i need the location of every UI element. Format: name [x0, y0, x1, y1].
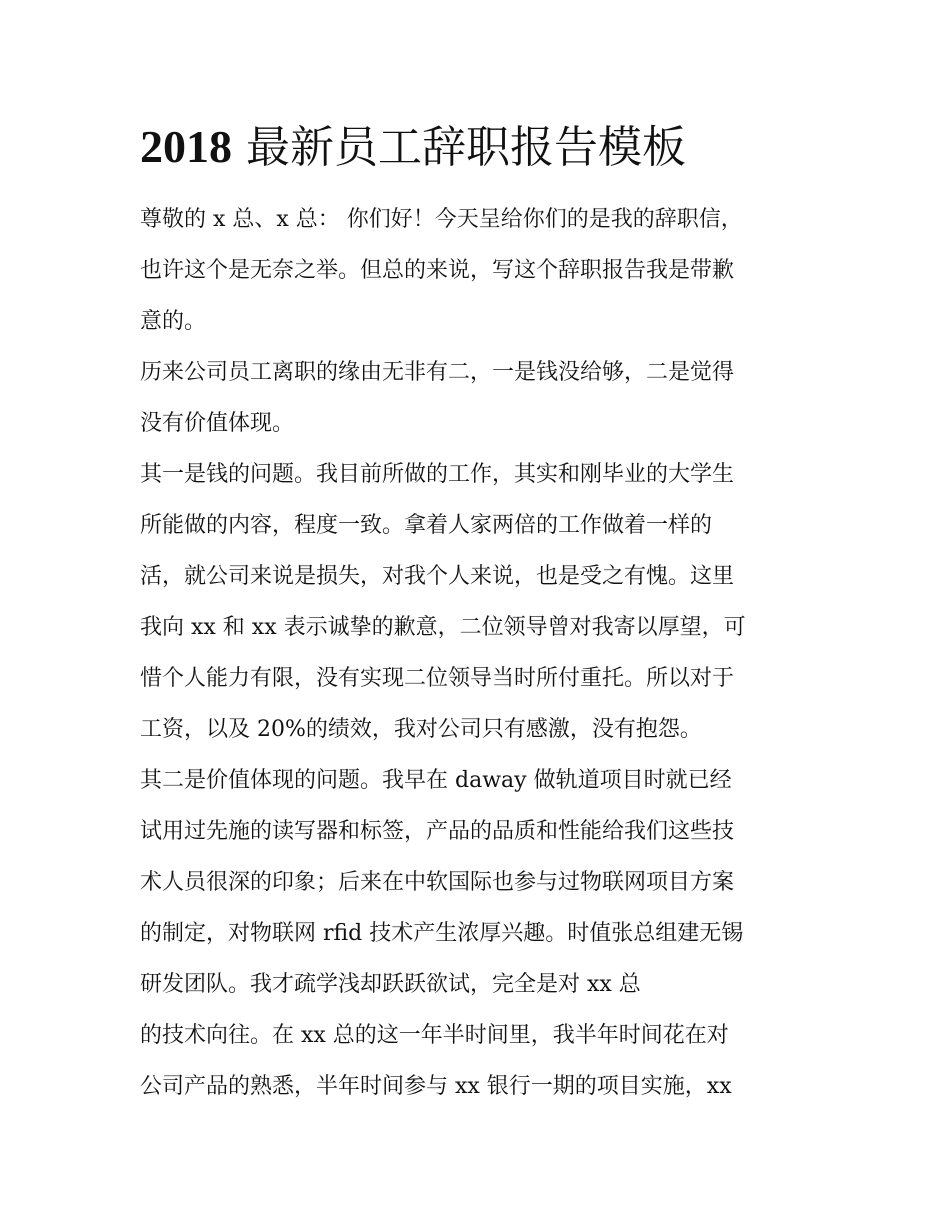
document-title [140, 113, 686, 182]
body-line: 也许这个是无奈之举。但总的来说，写这个辞职报告我是带歉 [140, 258, 735, 283]
body-line: 研发团队。我才疏学浅却跃跃欲试，完全是对 xx 总 [140, 972, 641, 997]
body-line: 试用过先施的读写器和标签，产品的品质和性能给我们这些技 [140, 819, 735, 844]
document-body [140, 194, 820, 1112]
body-line: 历来公司员工离职的缘由无非有二，一是钱没给够，二是觉得 [140, 360, 735, 385]
body-line: 我向 xx 和 xx 表示诚挚的歉意，二位领导曾对我寄以厚望，可 [140, 615, 746, 640]
body-line: 意的。 [140, 309, 207, 334]
body-line: 所能做的内容，程度一致。拿着人家两倍的工作做着一样的 [140, 513, 713, 538]
title-text: 最新员工辞职报告模板 [246, 122, 686, 173]
body-line: 尊敬的 x 总、x 总： 你们好！今天呈给你们的是我的辞职信， [140, 207, 743, 232]
body-line: 的技术向往。在 xx 总的这一年半时间里，我半年时间花在对 [140, 1023, 729, 1048]
body-line: 公司产品的熟悉，半年时间参与 xx 银行一期的项目实施，xx [140, 1074, 732, 1099]
body-line: 术人员很深的印象；后来在中软国际也参与过物联网项目方案 [140, 870, 735, 895]
body-line: 其一是钱的问题。我目前所做的工作，其实和刚毕业的大学生 [140, 462, 735, 487]
body-line: 工资，以及 20%的绩效，我对公司只有感激，没有抱怨。 [140, 717, 702, 742]
body-line: 的制定，对物联网 rfid 技术产生浓厚兴趣。时值张总组建无锡 [140, 921, 744, 946]
title-year: 2018 [140, 121, 232, 172]
body-line: 其二是价值体现的问题。我早在 daway 做轨道项目时就已经 [140, 768, 732, 793]
body-line: 惜个人能力有限，没有实现二位领导当时所付重托。所以对于 [140, 666, 735, 691]
body-line: 没有价值体现。 [140, 411, 295, 436]
body-line: 活，就公司来说是损失，对我个人来说，也是受之有愧。这里 [140, 564, 735, 589]
